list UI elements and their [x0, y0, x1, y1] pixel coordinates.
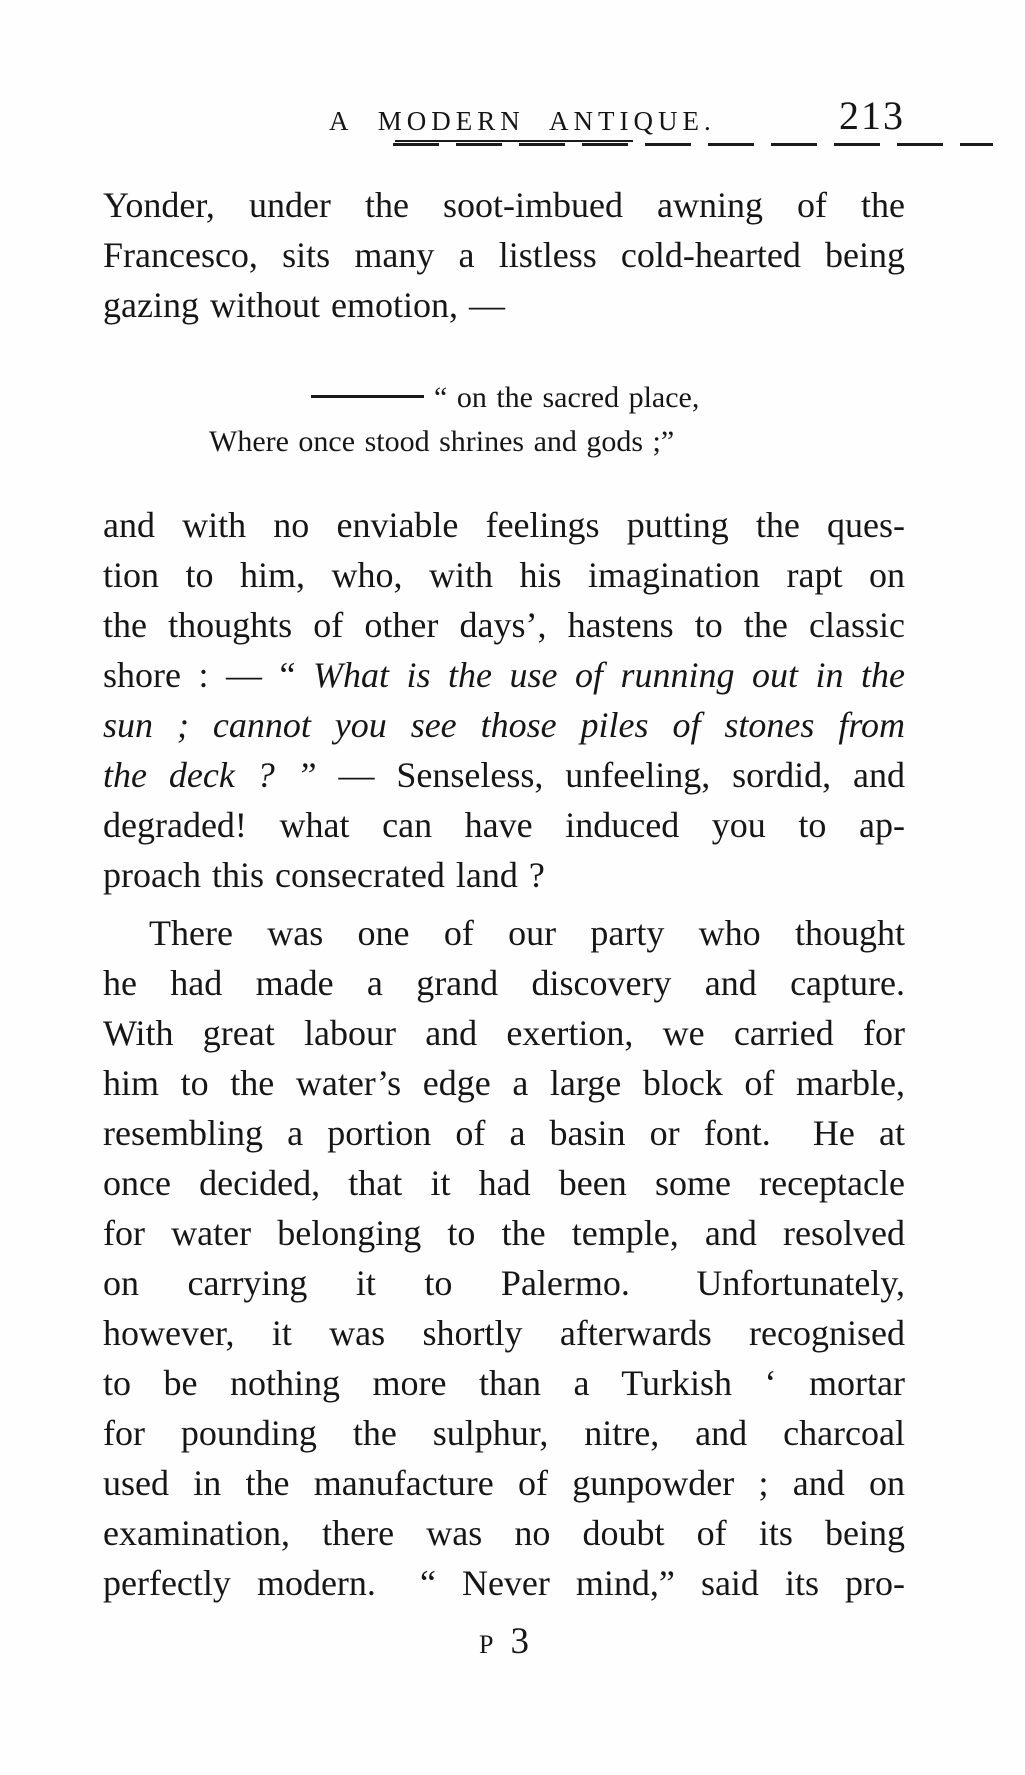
header-underline	[395, 140, 633, 142]
text-segment: to be nothing more than a Turkish ‘ mortar	[103, 1363, 905, 1403]
verse-quote	[103, 376, 905, 464]
text-segment: shore : — “	[103, 655, 313, 695]
text-segment: and with no enviable feelings putting the ques-	[103, 505, 905, 545]
text-segment: he had made a grand discovery and capture.	[103, 963, 905, 1003]
text-line	[103, 958, 905, 1008]
text-segment: “ on the sacred place,	[434, 381, 700, 414]
text-segment: examination, there was no doubt of its being	[103, 1513, 905, 1553]
text-line	[103, 280, 905, 330]
text-segment: proach this consecrated land ?	[103, 855, 545, 895]
text-segment: tion to him, who, with his imagination rapt on	[103, 555, 905, 595]
header-underline-dashes	[393, 143, 993, 146]
text-line	[103, 700, 905, 750]
paragraph	[103, 500, 905, 900]
text-line	[103, 420, 905, 464]
body-text	[103, 180, 905, 1608]
text-line	[103, 500, 905, 550]
text-segment: him to the water’s edge a large block of marble,	[103, 1063, 905, 1103]
text-segment: used in the manufacture of gunpowder ; and on	[103, 1463, 905, 1503]
text-segment: perfectly modern. “ Never mind,” said its pro-	[103, 1563, 905, 1603]
text-line	[103, 1108, 905, 1158]
text-line	[103, 1308, 905, 1358]
text-segment: Francesco, sits many a listless cold-hearted being	[103, 235, 905, 275]
text-segment: once decided, that it had been some receptacle	[103, 1163, 905, 1203]
italic-text-segment: sun ; cannot you see those piles of stones from	[103, 705, 905, 745]
verse-leading-rule	[311, 395, 424, 398]
text-line	[103, 230, 905, 280]
text-segment: — Senseless, unfeeling, sordid, and	[338, 755, 905, 795]
text-segment: resembling a portion of a basin or font. He at	[103, 1113, 905, 1153]
text-line	[103, 1258, 905, 1308]
text-line	[103, 1358, 905, 1408]
text-line	[103, 550, 905, 600]
text-line	[103, 1458, 905, 1508]
page-number: 213	[839, 93, 905, 138]
text-line	[103, 1508, 905, 1558]
text-line	[103, 850, 905, 900]
italic-text-segment: the deck ? ”	[103, 755, 339, 795]
text-line	[103, 1208, 905, 1258]
text-line	[103, 1008, 905, 1058]
text-segment: however, it was shortly afterwards recognised	[103, 1313, 905, 1353]
text-line	[103, 750, 905, 800]
text-line	[103, 376, 905, 420]
page-footer	[103, 1620, 905, 1663]
text-segment: for pounding the sulphur, nitre, and charcoal	[103, 1413, 905, 1453]
text-line	[103, 908, 905, 958]
running-title: A MODERN ANTIQUE.	[329, 106, 716, 136]
text-segment: degraded! what can have induced you to ap-	[103, 805, 905, 845]
page-header	[103, 93, 905, 156]
text-segment: There was one of our party who thought	[149, 913, 905, 953]
paragraph	[103, 180, 905, 330]
signature-letter: P	[479, 1630, 495, 1659]
text-line	[103, 1558, 905, 1608]
text-segment: on carrying it to Palermo. Unfortunately,	[103, 1263, 905, 1303]
text-segment: the thoughts of other days’, hastens to the classic	[103, 605, 905, 645]
text-segment: gazing without emotion, —	[103, 285, 505, 325]
italic-text-segment: What is the use of running out in the	[312, 655, 905, 695]
text-line	[103, 1058, 905, 1108]
text-segment: Where once stood shrines and gods ;”	[209, 425, 675, 458]
text-line	[103, 1158, 905, 1208]
text-line	[103, 800, 905, 850]
text-line	[103, 600, 905, 650]
text-line	[103, 650, 905, 700]
signature-number: 3	[510, 1621, 529, 1662]
text-segment: Yonder, under the soot-imbued awning of the	[103, 185, 905, 225]
text-line	[103, 180, 905, 230]
text-segment: for water belonging to the temple, and resolved	[103, 1213, 905, 1253]
text-line	[103, 1408, 905, 1458]
text-segment: With great labour and exertion, we carried for	[103, 1013, 905, 1053]
paragraph	[103, 908, 905, 1608]
